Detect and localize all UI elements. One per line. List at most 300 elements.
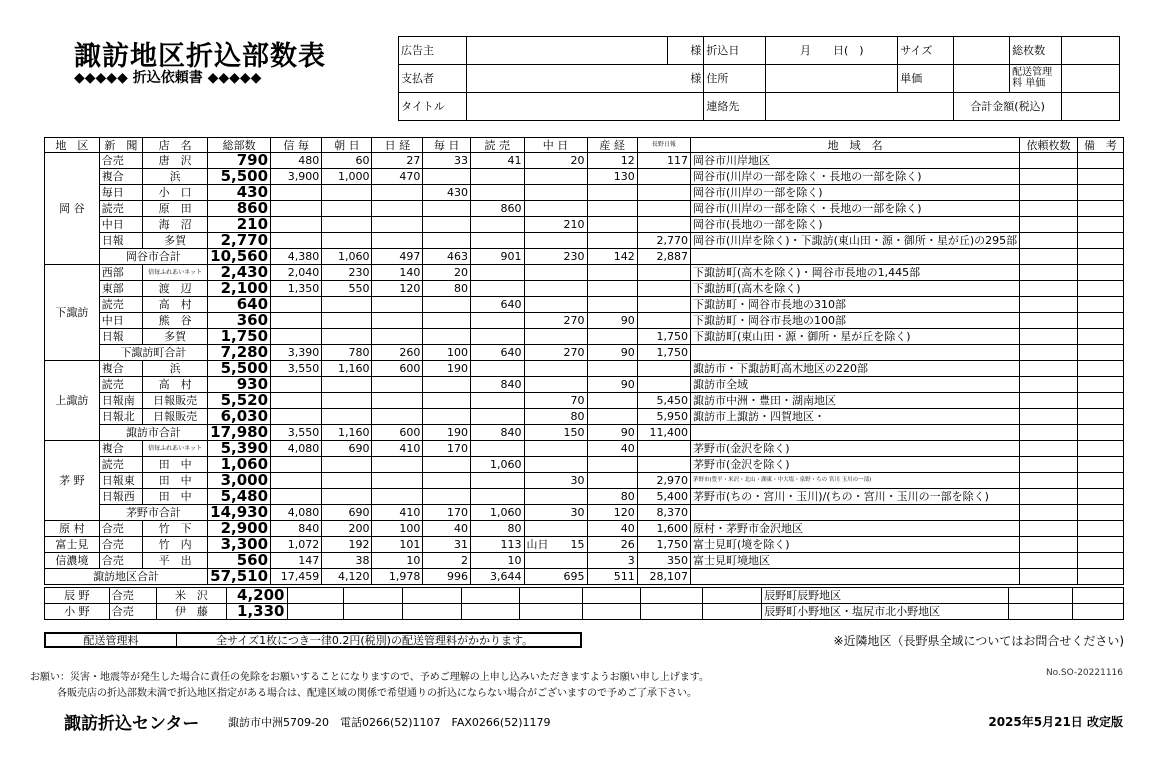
- count-cell: [702, 588, 762, 604]
- count-cell: [423, 217, 471, 233]
- count-cell: 合売: [99, 553, 142, 569]
- unit-price-label: 単価: [898, 65, 954, 93]
- grand-total-cell: 1,978: [372, 569, 423, 585]
- subtotal-cell: 640: [470, 345, 524, 361]
- request-count-field[interactable]: [1020, 521, 1078, 537]
- area-name: 茅野市(金沢を除く): [691, 441, 1020, 457]
- count-cell: [470, 169, 524, 185]
- request-count-field[interactable]: [1020, 489, 1078, 505]
- count-cell: 4,080: [271, 441, 322, 457]
- remarks-field[interactable]: [1077, 201, 1123, 217]
- remarks-field[interactable]: [1077, 457, 1123, 473]
- paper-name: 読売: [99, 377, 142, 393]
- count-cell: [587, 457, 637, 473]
- remarks-field[interactable]: [1077, 521, 1123, 537]
- request-count-field[interactable]: [1020, 249, 1078, 265]
- count-cell: 860: [208, 201, 271, 217]
- count-cell: 2,430: [208, 265, 271, 281]
- size-label: サイズ: [898, 37, 954, 65]
- request-count-field[interactable]: [1020, 329, 1078, 345]
- area-name: 茅野市(金沢を除く): [691, 457, 1020, 473]
- count-cell: [271, 297, 322, 313]
- subtotal-cell: 600: [372, 425, 423, 441]
- count-cell: [423, 201, 471, 217]
- area-name: 辰野町辰野地区: [762, 588, 1009, 604]
- count-cell: 3,900: [271, 169, 322, 185]
- column-header: 新 聞: [99, 138, 142, 153]
- shop-name: 小 口: [143, 185, 208, 201]
- grand-total-label: 諏訪地区合計: [45, 569, 208, 585]
- area-name: 諏訪市上諏訪・四賀地区・: [691, 409, 1020, 425]
- count-cell: 5,480: [208, 489, 271, 505]
- paper-name: 日報西: [99, 489, 142, 505]
- table-row: [45, 489, 1124, 505]
- paper-name: 複合: [99, 169, 142, 185]
- remarks-field[interactable]: [1072, 604, 1123, 620]
- count-cell: 40: [423, 521, 471, 537]
- table-row: [45, 265, 1124, 281]
- count-cell: 80: [524, 409, 587, 425]
- request-count-field[interactable]: [1020, 425, 1078, 441]
- request-count-field[interactable]: [1020, 265, 1078, 281]
- shop-name: 日報販売: [143, 409, 208, 425]
- count-cell: [372, 297, 423, 313]
- area-name: [691, 249, 1020, 265]
- count-cell: 竹 下: [143, 521, 208, 537]
- subtotal-cell: 4,380: [271, 249, 322, 265]
- count-cell: 20: [524, 153, 587, 169]
- shop-name: 多賀: [143, 233, 208, 249]
- remarks-field[interactable]: [1077, 233, 1123, 249]
- table-row: [45, 297, 1124, 313]
- count-cell: [322, 329, 372, 345]
- shop-name: 米 沢: [157, 588, 227, 604]
- request-count-field[interactable]: [1020, 569, 1078, 585]
- table-row: [45, 537, 1124, 553]
- count-cell: 170: [423, 441, 471, 457]
- count-cell: 230: [322, 265, 372, 281]
- request-count-field[interactable]: [1008, 604, 1072, 620]
- request-count-field[interactable]: [1020, 409, 1078, 425]
- count-cell: 平 出: [143, 553, 208, 569]
- total-amount-field[interactable]: [1062, 93, 1120, 121]
- count-cell: [372, 233, 423, 249]
- contact-field[interactable]: [766, 93, 954, 121]
- area-name: 諏訪市・下諏訪町高木地区の220部: [691, 361, 1020, 377]
- remarks-field[interactable]: [1077, 313, 1123, 329]
- table-row: [45, 409, 1124, 425]
- count-cell: 2: [423, 553, 471, 569]
- request-count-field[interactable]: [1020, 185, 1078, 201]
- count-cell: 1,060: [208, 457, 271, 473]
- request-count-field[interactable]: [1008, 588, 1072, 604]
- remarks-field[interactable]: [1077, 169, 1123, 185]
- table-row: [45, 521, 1124, 537]
- area-name: 茅野市(豊平・米沢・北山・湖東・中大塩・泉野・ちの 宮川 玉川の一部): [691, 473, 1020, 489]
- count-cell: [322, 377, 372, 393]
- subtotal-cell: 463: [423, 249, 471, 265]
- count-cell: 360: [208, 313, 271, 329]
- request-count-field[interactable]: [1020, 281, 1078, 297]
- count-cell: [344, 604, 403, 620]
- subtotal-cell: 7,280: [208, 345, 271, 361]
- sama-label-2: 様: [690, 72, 702, 85]
- count-cell: [637, 297, 690, 313]
- request-count-field[interactable]: [1020, 217, 1078, 233]
- remarks-field[interactable]: [1077, 217, 1123, 233]
- request-count-field[interactable]: [1020, 201, 1078, 217]
- circulation-table: [44, 137, 1124, 585]
- page-subtitle: ◆◆◆◆◆ 折込依頼書 ◆◆◆◆◆: [74, 70, 262, 86]
- count-cell: [271, 201, 322, 217]
- paper-name: 西部: [99, 265, 142, 281]
- count-cell: 840: [470, 377, 524, 393]
- count-cell: 1,000: [322, 169, 372, 185]
- shop-name: 浜: [143, 361, 208, 377]
- count-cell: [519, 588, 583, 604]
- insert-date-field[interactable]: 月 日( ): [766, 37, 898, 65]
- count-cell: [587, 185, 637, 201]
- paper-name: 複合: [99, 361, 142, 377]
- paper-name: 東部: [99, 281, 142, 297]
- count-cell: [372, 409, 423, 425]
- table-row: [45, 233, 1124, 249]
- area-name: [691, 425, 1020, 441]
- count-cell: 27: [372, 153, 423, 169]
- remarks-field[interactable]: [1077, 489, 1123, 505]
- remarks-field[interactable]: [1077, 297, 1123, 313]
- column-header: 朝 日: [322, 138, 372, 153]
- column-header: 地 域 名: [691, 138, 1020, 153]
- request-count-field[interactable]: [1020, 345, 1078, 361]
- area-name: [691, 505, 1020, 521]
- subtotal-cell: 497: [372, 249, 423, 265]
- size-field[interactable]: [954, 37, 1010, 65]
- paper-name: 日報: [99, 329, 142, 345]
- subtotal-cell: 840: [470, 425, 524, 441]
- count-cell: 270: [524, 313, 587, 329]
- count-cell: [519, 604, 583, 620]
- subtotal-cell: 100: [423, 345, 471, 361]
- count-cell: [402, 604, 462, 620]
- paper-name: 複合: [99, 441, 142, 457]
- remarks-field[interactable]: [1077, 185, 1123, 201]
- subtotal-cell: 170: [423, 505, 471, 521]
- request-count-field[interactable]: [1020, 233, 1078, 249]
- count-cell: 120: [372, 281, 423, 297]
- district-name: 上諏訪: [45, 361, 100, 441]
- remarks-field[interactable]: [1077, 281, 1123, 297]
- count-cell: [470, 489, 524, 505]
- request-count-field[interactable]: [1020, 441, 1078, 457]
- count-cell: 192: [322, 537, 372, 553]
- count-cell: [640, 604, 702, 620]
- table-row: [45, 604, 1124, 620]
- count-cell: [470, 217, 524, 233]
- count-cell: [524, 233, 587, 249]
- count-cell: [524, 553, 587, 569]
- column-header: 地 区: [45, 138, 100, 153]
- count-cell: 1,600: [637, 521, 690, 537]
- column-header: 毎 日: [423, 138, 471, 153]
- count-cell: [423, 409, 471, 425]
- area-name: 岡谷市(長地の一部を除く): [691, 217, 1020, 233]
- area-name: 茅野市(ちの・宮川・玉川)/(ちの・宮川・玉川の一部を除く): [691, 489, 1020, 505]
- request-count-field[interactable]: [1020, 297, 1078, 313]
- grand-total-row: [45, 569, 1124, 585]
- address-field[interactable]: [766, 65, 898, 93]
- table-row: [45, 553, 1124, 569]
- district-name: 茅 野: [45, 441, 100, 521]
- count-cell: 640: [470, 297, 524, 313]
- grand-total-cell: 17,459: [271, 569, 322, 585]
- shop-name: 浜: [143, 169, 208, 185]
- count-cell: [524, 441, 587, 457]
- count-cell: [344, 588, 403, 604]
- count-cell: [470, 361, 524, 377]
- shop-name: 海 沼: [143, 217, 208, 233]
- remarks-field[interactable]: [1077, 505, 1123, 521]
- count-cell: [587, 201, 637, 217]
- paper-name: 日報北: [99, 409, 142, 425]
- area-name: 下諏訪町・岡谷市長地の100部: [691, 313, 1020, 329]
- count-cell: [271, 377, 322, 393]
- center-address: 諏訪市中洲5709-20 電話0266(52)1107 FAX0266(52)1179: [228, 716, 551, 729]
- remarks-field[interactable]: [1077, 441, 1123, 457]
- request-count-field[interactable]: [1020, 393, 1078, 409]
- area-name: 原村・茅野市金沢地区: [691, 521, 1020, 537]
- area-name: 下諏訪町(高木を除く)・岡谷市長地の1,445部: [691, 265, 1020, 281]
- district-name: 辰 野: [45, 588, 110, 604]
- subtotal-cell: 11,400: [637, 425, 690, 441]
- remarks-field[interactable]: [1077, 361, 1123, 377]
- count-cell: 90: [587, 313, 637, 329]
- count-cell: [470, 329, 524, 345]
- count-cell: 1,060: [470, 457, 524, 473]
- count-cell: [587, 233, 637, 249]
- count-cell: 5,390: [208, 441, 271, 457]
- count-cell: [271, 457, 322, 473]
- count-cell: 1,750: [637, 329, 690, 345]
- address-label: 住所: [704, 65, 766, 93]
- count-cell: [423, 233, 471, 249]
- request-count-field[interactable]: [1020, 473, 1078, 489]
- total-sheets-field[interactable]: [1062, 37, 1120, 65]
- insert-date-label: 折込日: [704, 37, 766, 65]
- remarks-field[interactable]: [1077, 153, 1123, 169]
- paper-name: 読売: [99, 201, 142, 217]
- remarks-field[interactable]: [1077, 425, 1123, 441]
- count-cell: [322, 233, 372, 249]
- count-cell: [587, 329, 637, 345]
- count-cell: 山日 15: [524, 537, 587, 553]
- count-cell: [524, 201, 587, 217]
- area-name: 岡谷市(川岸の一部を除く・長地の一部を除く): [691, 169, 1020, 185]
- count-cell: 80: [587, 489, 637, 505]
- request-count-field[interactable]: [1020, 457, 1078, 473]
- remarks-field[interactable]: [1077, 553, 1123, 569]
- district-name: 岡 谷: [45, 153, 100, 265]
- count-cell: [470, 473, 524, 489]
- remarks-field[interactable]: [1077, 345, 1123, 361]
- table-row: [45, 313, 1124, 329]
- remarks-field[interactable]: [1077, 249, 1123, 265]
- area-name: 富士見町境地区: [691, 553, 1020, 569]
- count-cell: 860: [470, 201, 524, 217]
- request-count-field[interactable]: [1020, 169, 1078, 185]
- count-cell: [637, 185, 690, 201]
- count-cell: [470, 281, 524, 297]
- count-cell: [524, 521, 587, 537]
- count-cell: [587, 265, 637, 281]
- subtotal-cell: 3,550: [271, 425, 322, 441]
- count-cell: [402, 588, 462, 604]
- paper-name: 中日: [99, 313, 142, 329]
- area-name: 岡谷市川岸地区: [691, 153, 1020, 169]
- remarks-field[interactable]: [1077, 329, 1123, 345]
- subtotal-cell: 8,370: [637, 505, 690, 521]
- delivery-fee-field[interactable]: [1062, 65, 1120, 93]
- area-name: 岡谷市(川岸の一部を除く): [691, 185, 1020, 201]
- count-cell: [637, 169, 690, 185]
- request-count-field[interactable]: [1020, 313, 1078, 329]
- subtotal-cell: 90: [587, 425, 637, 441]
- shop-name: 多賀: [143, 329, 208, 345]
- remarks-field[interactable]: [1072, 588, 1123, 604]
- shop-name: 唐 沢: [143, 153, 208, 169]
- delivery-fee-box-label: 配送管理料: [46, 634, 177, 646]
- nearby-table: [44, 587, 1124, 620]
- request-note-2: 各販売店の折込部数未満で折込地区指定がある場合は、配達区域の関係で希望通りの折込にならない場合がございますので予めご了承下さい。: [57, 688, 697, 699]
- count-cell: [587, 393, 637, 409]
- request-count-field[interactable]: [1020, 377, 1078, 393]
- grand-total-cell: 28,107: [637, 569, 690, 585]
- table-row: [45, 169, 1124, 185]
- request-count-field[interactable]: [1020, 361, 1078, 377]
- count-cell: 6,030: [208, 409, 271, 425]
- shop-name: 田 中: [143, 457, 208, 473]
- count-cell: 1,350: [271, 281, 322, 297]
- subtotal-row: [45, 249, 1124, 265]
- count-cell: [587, 473, 637, 489]
- count-cell: [423, 393, 471, 409]
- count-cell: [423, 457, 471, 473]
- subtotal-cell: 1,060: [470, 505, 524, 521]
- count-cell: [470, 185, 524, 201]
- table-row: [45, 457, 1124, 473]
- unit-price-field[interactable]: [954, 65, 1010, 93]
- grand-total-cell: 695: [524, 569, 587, 585]
- request-count-field[interactable]: [1020, 553, 1078, 569]
- count-cell: 101: [372, 537, 423, 553]
- subtotal-label: 諏訪市合計: [99, 425, 207, 441]
- count-cell: 1,160: [322, 361, 372, 377]
- count-cell: 70: [524, 393, 587, 409]
- count-cell: [637, 441, 690, 457]
- count-cell: [583, 588, 641, 604]
- count-cell: [524, 329, 587, 345]
- shop-name: 日報販売: [143, 393, 208, 409]
- remarks-field[interactable]: [1077, 393, 1123, 409]
- count-cell: 117: [637, 153, 690, 169]
- count-cell: [287, 588, 344, 604]
- count-cell: 430: [208, 185, 271, 201]
- count-cell: [322, 489, 372, 505]
- request-count-field[interactable]: [1020, 505, 1078, 521]
- count-cell: 690: [322, 441, 372, 457]
- remarks-field[interactable]: [1077, 265, 1123, 281]
- area-name: [691, 569, 1020, 585]
- count-cell: 90: [587, 377, 637, 393]
- count-cell: 10: [470, 553, 524, 569]
- request-count-field[interactable]: [1020, 153, 1078, 169]
- count-cell: 560: [208, 553, 271, 569]
- paper-name: 合売: [99, 153, 142, 169]
- payer-label: 支払者: [399, 65, 467, 93]
- count-cell: 竹 内: [143, 537, 208, 553]
- column-header: 総部数: [208, 138, 271, 153]
- count-cell: [637, 201, 690, 217]
- subtotal-cell: 120: [587, 505, 637, 521]
- grand-total-cell: 3,644: [470, 569, 524, 585]
- remarks-field[interactable]: [1077, 409, 1123, 425]
- payer-field[interactable]: [466, 65, 703, 93]
- count-cell: [470, 409, 524, 425]
- count-cell: 5,450: [637, 393, 690, 409]
- shop-name: 田 中: [143, 473, 208, 489]
- count-cell: 1,750: [208, 329, 271, 345]
- count-cell: [423, 329, 471, 345]
- count-cell: 2,040: [271, 265, 322, 281]
- count-cell: 2,770: [637, 233, 690, 249]
- count-cell: [470, 233, 524, 249]
- shop-name: 原 田: [143, 201, 208, 217]
- remarks-field[interactable]: [1077, 377, 1123, 393]
- title-field[interactable]: [466, 93, 703, 121]
- table-row: [45, 588, 1124, 604]
- count-cell: 80: [470, 521, 524, 537]
- subtotal-cell: 270: [524, 345, 587, 361]
- count-cell: 350: [637, 553, 690, 569]
- count-cell: [637, 361, 690, 377]
- count-cell: [637, 457, 690, 473]
- count-cell: 41: [470, 153, 524, 169]
- count-cell: [322, 313, 372, 329]
- page-title: 諏訪地区折込部数表: [74, 41, 326, 72]
- area-name: 下諏訪町(高木を除く): [691, 281, 1020, 297]
- remarks-field[interactable]: [1077, 473, 1123, 489]
- total-amount-label: 合計金額(税込): [954, 93, 1062, 121]
- request-count-field[interactable]: [1020, 537, 1078, 553]
- remarks-field[interactable]: [1077, 569, 1123, 585]
- count-cell: [423, 169, 471, 185]
- area-name: 諏訪市中洲・豊田・湖南地区: [691, 393, 1020, 409]
- table-row: [45, 201, 1124, 217]
- advertiser-field[interactable]: [466, 37, 668, 65]
- shop-name: 田 中: [143, 489, 208, 505]
- table-row: [45, 361, 1124, 377]
- subtotal-cell: 690: [322, 505, 372, 521]
- remarks-field[interactable]: [1077, 537, 1123, 553]
- count-cell: 3,300: [208, 537, 271, 553]
- count-cell: 147: [271, 553, 322, 569]
- area-name: 岡谷市(川岸の一部を除く・長地の一部を除く): [691, 201, 1020, 217]
- count-cell: [322, 201, 372, 217]
- advertiser-label: 広告主: [399, 37, 467, 65]
- count-cell: 550: [322, 281, 372, 297]
- count-cell: 33: [423, 153, 471, 169]
- count-cell: [587, 409, 637, 425]
